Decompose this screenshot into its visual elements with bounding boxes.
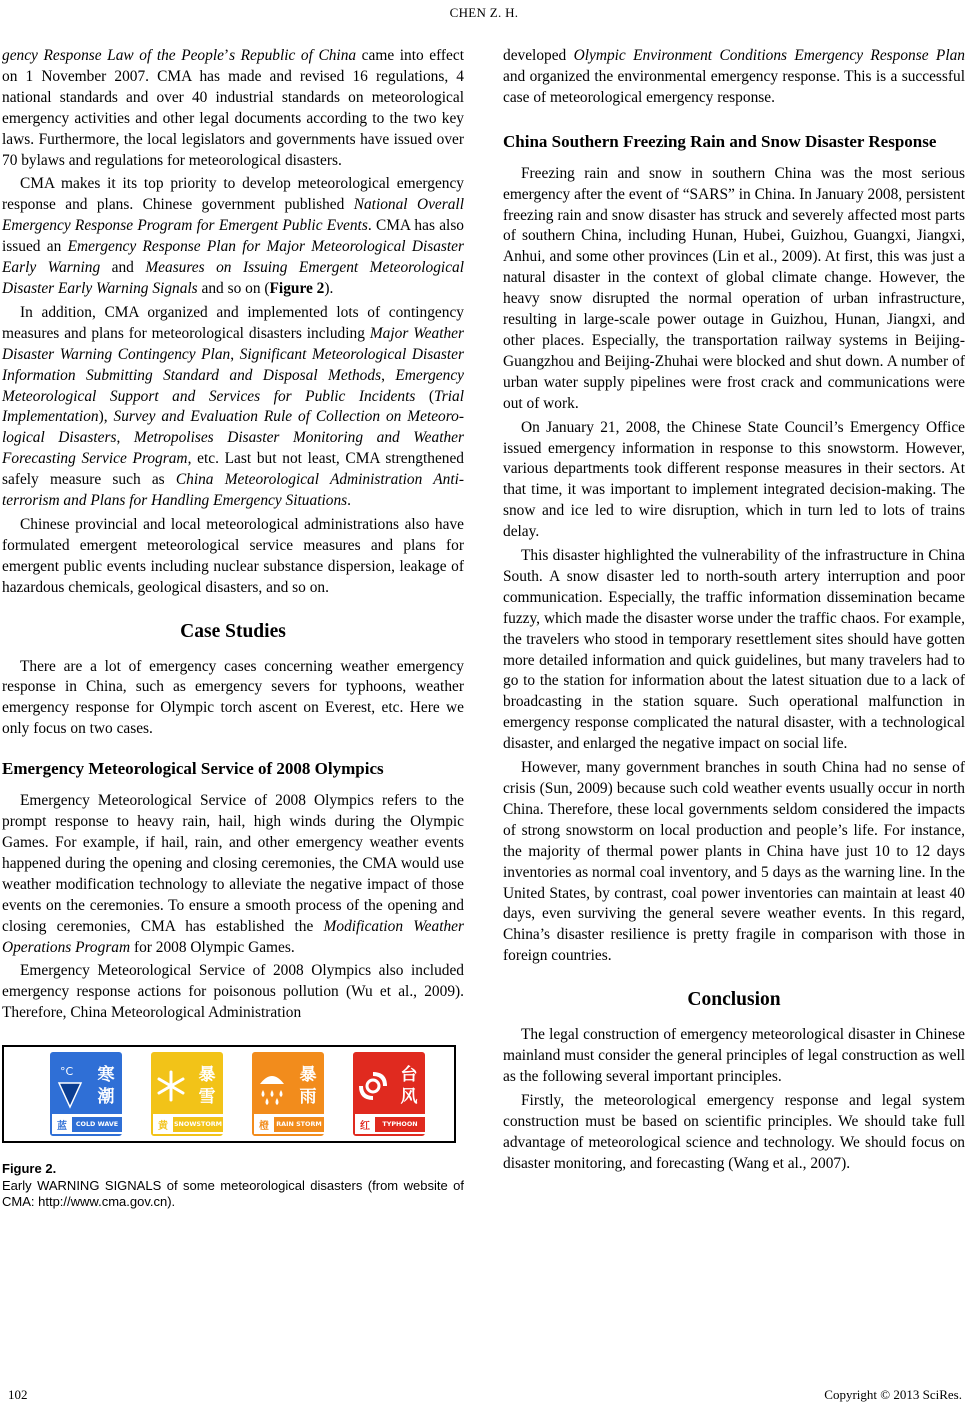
- heading-olympics: Emergency Meteorological Service of 2008 Olympics: [2, 759, 384, 779]
- right-paragraph-3: On January 21, 2008, the Chinese State Council’s Emergency Office issued emergency information in response to this snowstorm. However, various departments took different response measures in their sectors. At that time, it was important to implement integrated decision-making. The snow and ice led to wire disruption, which in turn led to lots of trains delay.: [503, 418, 965, 541]
- text-run: CMA makes it its top priority to develop meteorological emergency response and plans. Chinese government published: [2, 175, 464, 214]
- right-paragraph-1: [503, 46, 965, 109]
- sign-char: 雪: [198, 1087, 216, 1108]
- heading-conclusion: Conclusion: [687, 989, 781, 1011]
- right-paragraph-5: However, many government branches in south China had no sense of crisis (Sun, 2009) because such cold weather events usually occur in north China. Therefore, these local governments seldom considered the impacts of strong snowstorm on local production and people’s life. For instance, the majority of thermal power plants in China have just 10 to 12 days inventories as normal coal inventory, and 5 days as the warning line. In the United States, by contrast, coal power inventories can maintain at least 40 days, even surviving the general severe weather events. In this regard, China’s disaster resilience is pretty fragile in comparison with those in foreign countries.: [503, 759, 965, 965]
- sign-char: 潮: [97, 1087, 115, 1108]
- left-column: [2, 46, 464, 1210]
- right-paragraph-2: Freezing rain and snow in southern China was the most serious emergency after the event of “SARS” in China. In January 2008, persistent freezing rain and snow disaster has struck and severely affected most parts of southern China, including Hunan, Hubei, Guizhou, Guangxi, Jiangxi, Anhui, and some other provinces (Lin et al., 2009). At first, this was just a natural disaster in the context of global climate change. However, the heavy snow disrupted the normal operation of urban infrastructure, resulting in large-scale power outage in Guizhou, Hunan, Jiangxi, and other places. Especially, the transportation railway systems in Beijing-Guangzhou and Beijing-Zhuhai were blocked and shut down. A number of urban water supply pipelines were frost crack and communications were out of work.: [503, 164, 965, 412]
- right-paragraph-7: Firstly, the meteorological emergency response and legal system construction must be based on scientific principles. We should take full advantage of meteorological science and technology. We should focus on disaster monitoring, and forecasting (Wang et al., 2007).: [503, 1091, 965, 1172]
- warning-sign-cold-wave: [50, 1052, 122, 1136]
- text-run: Measures on Issuing Emergent Meteorological Disaster Early Warning Signals: [2, 259, 464, 297]
- warning-sign-snowstorm: [151, 1052, 223, 1136]
- sign-char: 风: [400, 1087, 418, 1108]
- left-paragraph-2: [2, 174, 464, 299]
- text-run: Survey and Evaluation Rule of Collection on Meteoro-logical Disasters: [2, 408, 464, 447]
- text-run: ,: [230, 345, 240, 363]
- sign-level: 黄: [158, 1120, 168, 1132]
- sign-level: 红: [360, 1120, 370, 1132]
- running-head: CHEN Z. H.: [449, 5, 519, 20]
- text-run: Figure 2: [269, 279, 325, 297]
- snowflake-icon: [153, 1054, 189, 1118]
- text-run: ,: [116, 429, 134, 447]
- sign-english-label: RAIN STORM: [274, 1117, 324, 1132]
- text-run: Emergency Response Plan for Major Meteorological Disaster Early Warning: [2, 238, 464, 277]
- text-run: ),: [98, 408, 114, 426]
- heading-case-studies: Case Studies: [180, 620, 286, 642]
- text-run: Modification Weather Operations Program: [2, 917, 464, 956]
- text-run: Trial Implementation: [2, 387, 464, 426]
- sign-char: 台: [400, 1065, 418, 1086]
- sign-english-label: SNOWSTORM: [173, 1117, 223, 1132]
- text-run: Emergency Meteorological Service of 2008 Olympics refers to the prompt response to heavy rain, hail, high winds during the Olympic Games. For example, if hail, rain, and other emergency weather events happened during the opening and closing ceremonies, the CMA would use weather modification technology to alleviate the negative impact of those events on the ceremonies. To ensure a smooth process of the opening and closing ceremonies, CMA has established the: [2, 792, 464, 935]
- sign-char: 暴: [299, 1065, 317, 1086]
- text-run: ’: [223, 47, 230, 64]
- figure-caption: Early WARNING SIGNALS of some meteorological disasters (from website of CMA: http://www.cma.gov.cn).: [2, 1178, 464, 1210]
- heading-freezing-rain: China Southern Freezing Rain and Snow Disaster Response: [503, 131, 937, 151]
- left-paragraph-4: Chinese provincial and local meteorological administrations also have formulated emergent meteorological service measures and plans for emergent public events including nuclear substance dispersion, leakage of hazardous chemicals, geological disasters, and so on.: [2, 515, 464, 596]
- text-run: ,: [381, 366, 396, 384]
- sign-english-label: TYPHOON: [375, 1117, 425, 1132]
- text-run: and organized the environmental emergency response. This is a successful case of meteorological emergency response.: [503, 67, 965, 106]
- text-run: for 2008 Olympic Games.: [130, 938, 295, 956]
- right-paragraph-6: The legal construction of emergency meteorological disaster in Chinese mainland must consider the general principles of legal construction as well as the following several important principles.: [503, 1026, 965, 1085]
- rain-cloud-icon: [254, 1054, 290, 1118]
- typhoon-icon: [355, 1054, 391, 1118]
- left-paragraph-3: [2, 303, 464, 512]
- text-run: Metropolises Disaster Monitoring and Weather Forecasting Service Program: [2, 429, 464, 468]
- sign-char: 雨: [299, 1087, 317, 1108]
- left-paragraph-7: Emergency Meteorological Service of 2008 Olympics also included emergency response actions for poisonous pollution (Wu et al., 2009). Therefore, China Meteorological Administration: [2, 962, 464, 1022]
- figure-2-image: [2, 1045, 456, 1143]
- copyright-notice: Copyright © 2013 SciRes.: [824, 1387, 962, 1402]
- text-run: ).: [324, 279, 334, 297]
- text-run: Olympic Environment Conditions Emergency Response Plan: [573, 47, 965, 64]
- text-run: (: [415, 387, 435, 405]
- text-run: Major Weather Disaster Warning Contingency Plan: [2, 324, 464, 363]
- warning-sign-typhoon: [353, 1052, 425, 1136]
- text-run: , etc. Last but not least, CMA strengthened safely measure such as: [2, 450, 465, 489]
- text-run: s Republic of China: [229, 47, 357, 64]
- svg-text:°C: °C: [60, 1065, 74, 1079]
- left-paragraph-6: [2, 791, 464, 958]
- text-run: .: [347, 492, 351, 510]
- sign-level: 蓝: [57, 1120, 67, 1132]
- warning-sign-rainstorm: [252, 1052, 324, 1136]
- text-run: and: [100, 259, 146, 277]
- text-run: China Meteorological Administration Anti-terrorism and Plans for Handling Emergency Situations: [2, 471, 464, 510]
- sign-char: 寒: [97, 1065, 115, 1086]
- right-column: [503, 46, 965, 1175]
- text-run: developed: [503, 47, 574, 64]
- sign-level: 橙: [259, 1120, 269, 1132]
- text-run: Emergency Meteorological Support and Services for Public Incidents: [2, 366, 464, 405]
- text-run: . CMA has also issued an: [2, 217, 465, 256]
- left-paragraph-1: [2, 46, 464, 171]
- page-number: 102: [8, 1387, 28, 1402]
- text-run: and so on (: [197, 279, 270, 297]
- right-paragraph-4: This disaster highlighted the vulnerability of the infrastructure in China South. A snow disaster led to north-south artery interruption and poor communication. Especially, the traffic information dissemination became fuzzy, which made the disaster worse under the traffic chaos. For example, the travelers who stood in temporary resettlement sites should have gotten more detailed information and quick guidelines, but many travelers had to go to the station for information about the latest situation due to a lack of broadcasting in the station square. Such operational malfunction in emergency response complicated the natural disaster, with a technological disaster, and enlarged the negative impact on social life.: [503, 547, 965, 753]
- sign-english-label: COLD WAVE: [72, 1117, 122, 1132]
- text-run: Significant Meteorological Disaster Information Submitting Standard and Disposal Methods: [2, 345, 465, 384]
- text-run: came into effect on 1 November 2007. CMA has made and revised 16 regulations, 4 national standards and over 40 industrial standards on meteorological emergency activities and other legal documents according to the two key laws. Furthermore, the local legislators and governments have issued over 70 bylaws and regulations for meteorological disasters.: [2, 47, 464, 169]
- thermometer-arrow-icon: [52, 1054, 88, 1118]
- sign-char: 暴: [198, 1065, 216, 1086]
- figure-label: Figure 2.: [2, 1161, 57, 1177]
- text-run: In addition, CMA organized and implemented lots of contingency measures and plans for meteorological disasters including: [2, 303, 464, 342]
- text-run: National Overall Emergency Response Program for Emergent Public Events: [2, 196, 464, 235]
- left-paragraph-5: There are a lot of emergency cases concerning weather emergency response in China, such as emergency severs for typhoons, weather emergency response for Olympic torch ascent on Everest, etc. Here we only focus on two cases.: [2, 657, 464, 738]
- text-run: gency Response Law of the People: [2, 47, 224, 64]
